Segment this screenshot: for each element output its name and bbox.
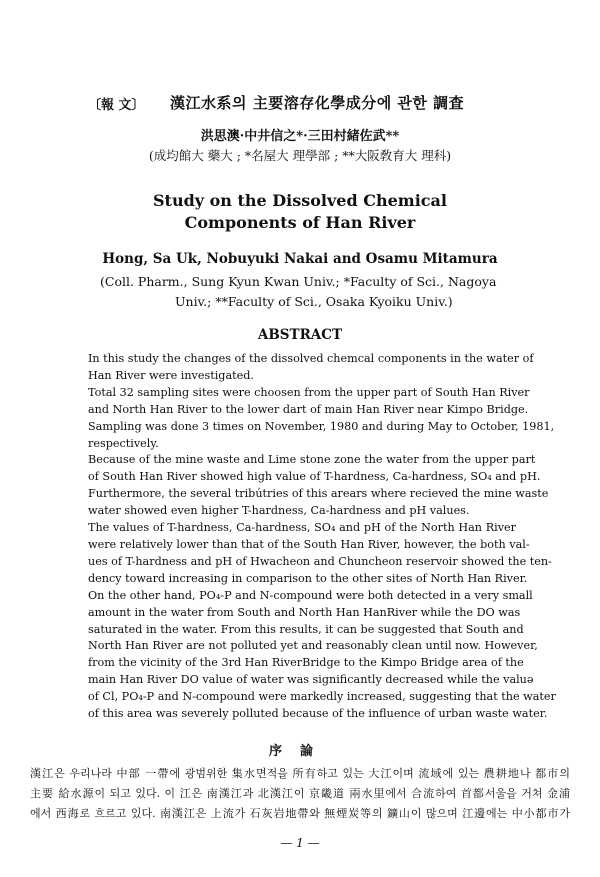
english-affiliation-line-2: Univ.; **Faculty of Sci., Osaka Kyoiku Univ.) (175, 294, 453, 309)
abstract-body (88, 351, 556, 723)
english-title-line-2: Components of Han River (184, 213, 416, 232)
abstract-line: Furthermore, the several tribútries of this arears where recieved the mine waste (88, 487, 549, 501)
section-heading: 序論 (268, 744, 331, 759)
abstract-line: North Han River are not polluted yet and reasonably clean until now. However, (88, 639, 538, 653)
abstract-line: and North Han River to the lower dart of main Han River near Kimpo Bridge. (88, 402, 529, 416)
korean-body-line: 에서 西海로 흐르고 있다. 南漢江은 上流가 石灰岩地帶와 無煙炭等의 鑛山이 많으며 江邊에는 中小都市가 (30, 807, 570, 820)
abstract-line: water showed even higher T-hardness, Ca-hardness and pH values. (88, 504, 470, 518)
korean-title: 漢江水系의 主要溶存化學成分에 관한 調査 (170, 94, 465, 112)
abstract-line: dency toward increasing in comparison to the other sites of North Han River. (88, 571, 528, 585)
abstract-heading: ABSTRACT (257, 327, 343, 343)
abstract-line: The values of T-hardness, Ca-hardness, SO₄ and pH of the North Han River (88, 521, 516, 535)
abstract-line: from the vicinity of the 3rd Han RiverBridge to the Kimpo Bridge area of the (88, 656, 524, 670)
abstract-line: amount in the water from South and North Han HanRiver while the DO was (88, 605, 521, 619)
english-title (0, 190, 600, 234)
abstract-line: of South Han River showed high value of T-hardness, Ca-hardness, SO₄ and pH. (88, 470, 541, 484)
abstract-line: main Han River DO value of water was significantly decreased while the valuə (88, 673, 534, 687)
abstract-line: of Cl, PO₄-P and N-compound were markedly increased, suggesting that the water (88, 690, 556, 704)
english-affiliation-line-1: (Coll. Pharm., Sung Kyun Kwan Univ.; *Faculty of Sci., Nagoya (100, 274, 497, 289)
korean-body-line: 主要 給水源이 되고 있다. 이 江은 南漢江과 北漢江이 京畿道 兩水里에서 合流하여 首都서울을 거쳐 金浦 (30, 787, 570, 800)
korean-affiliation: (成均館大 藥大 ; *名屋大 理學部 ; **大阪敎育大 理科) (148, 148, 452, 163)
abstract-line: were relatively lower than that of the South Han River, however, the both val- (88, 537, 530, 551)
abstract-line: Because of the mine waste and Lime stone zone the water from the upper part (88, 453, 536, 467)
korean-introduction (30, 764, 570, 824)
article-type-tag: 〔報 文〕 (88, 98, 145, 113)
abstract-line: saturated in the water. From this results, it can be suggested that South and (88, 622, 524, 636)
english-authors: Hong, Sa Uk, Nobuyuki Nakai and Osamu Mitamura (102, 251, 498, 267)
abstract-line: of this area was severely polluted because of the influence of urban waste water. (88, 707, 548, 721)
abstract-line: Sampling was done 3 times on November, 1980 and during May to October, 1981, (88, 419, 555, 433)
abstract-line: In this study the changes of the dissolved chemcal components in the water of (88, 352, 534, 365)
abstract-line: Han River were investigated. (88, 368, 254, 382)
abstract-line: On the other hand, PO₄-P and N-compound were both detected in a very small (88, 588, 533, 602)
abstract-line: respectively. (88, 436, 159, 450)
korean-body-line: 漢江은 우리나라 中部 一帶에 광범위한 集水면적을 所有하고 있는 大江이며 流域에 있는 農耕地나 都市의 (30, 767, 570, 780)
korean-authors: 洪思澳·中井信之*·三田村緒佐武** (200, 129, 400, 144)
abstract-line: Total 32 sampling sites were choosen from the upper part of South Han River (88, 385, 530, 399)
english-affiliation (100, 272, 520, 312)
english-title-line-1: Study on the Dissolved Chemical (153, 191, 447, 210)
page-number: — 1 — (280, 836, 320, 850)
abstract-line: ues of T-hardness and pH of Hwacheon and Chuncheon reservoir showed the ten- (88, 554, 552, 568)
